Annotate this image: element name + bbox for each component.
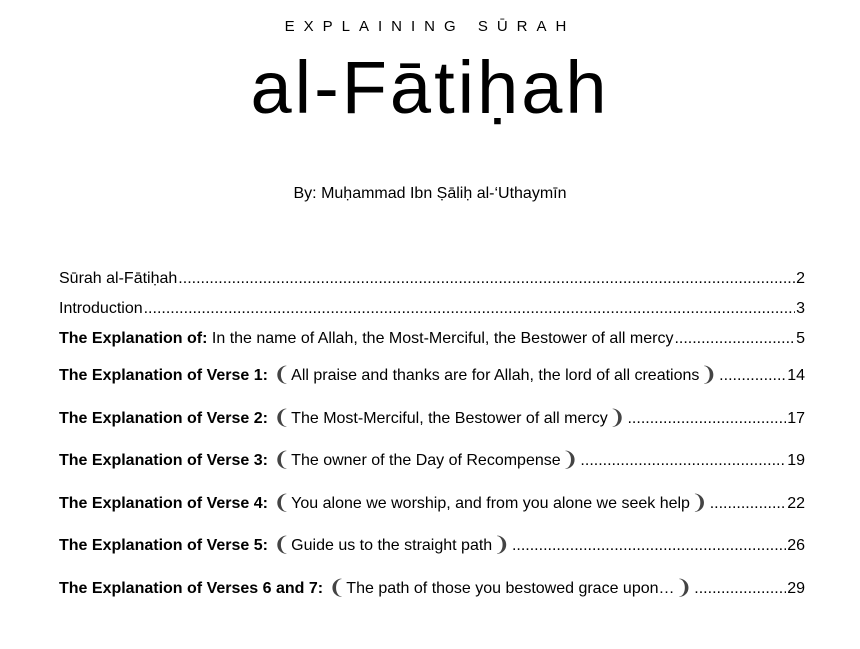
dot-leader <box>719 367 786 385</box>
toc-label <box>59 270 177 288</box>
title-kicker: EXPLAINING SŪRAH <box>284 18 576 35</box>
toc-text: The Most-Merciful, the Bestower of all mercy <box>291 410 608 427</box>
toc-label <box>59 364 718 386</box>
document-title: al-Fātiḥah <box>250 46 610 129</box>
toc-bold-heading: The Explanation of Verse 2: <box>59 410 268 427</box>
toc-text: The owner of the Day of Recompense <box>291 452 561 469</box>
ornate-bracket-close-icon: ❩ <box>675 577 693 599</box>
toc-page-number: 3 <box>796 300 805 317</box>
ornate-bracket-open-icon: ❨ <box>273 364 291 386</box>
toc-text: All praise and thanks are for Allah, the lord of all creations <box>291 367 700 384</box>
toc-entry-verse-5[interactable] <box>59 534 805 556</box>
toc-bold-heading: The Explanation of Verse 1: <box>59 367 268 384</box>
ornate-bracket-close-icon: ❩ <box>561 449 579 471</box>
toc-page-number: 19 <box>787 452 805 469</box>
toc-page-number: 29 <box>787 580 805 597</box>
dot-leader <box>710 495 786 513</box>
ornate-bracket-open-icon: ❨ <box>273 407 291 429</box>
toc-text: You alone we worship, and from you alone we seek help <box>291 495 690 512</box>
ornate-bracket-close-icon: ❩ <box>608 407 626 429</box>
ornate-bracket-close-icon: ❩ <box>690 492 708 514</box>
toc-label <box>59 449 579 471</box>
dot-leader <box>178 270 795 288</box>
toc-entry-verse-2[interactable] <box>59 407 805 429</box>
toc-label <box>59 407 626 429</box>
toc-label <box>59 300 143 318</box>
author-byline: By: Muḥammad Ibn Ṣāliḥ al-‘Uthaymīn <box>293 185 567 202</box>
ornate-bracket-open-icon: ❨ <box>328 577 346 599</box>
toc-page-number: 22 <box>787 495 805 512</box>
toc-page-number: 14 <box>787 367 805 384</box>
toc-bold-heading: The Explanation of Verse 3: <box>59 452 268 469</box>
toc-text: Guide us to the straight path <box>291 537 493 554</box>
toc-page-number: 17 <box>787 410 805 427</box>
ornate-bracket-close-icon: ❩ <box>493 534 510 556</box>
toc-text: In the name of Allah, the Most-Merciful, the Bestower of all mercy <box>211 330 674 347</box>
toc-entry-introduction[interactable] <box>59 300 805 318</box>
toc-label <box>59 534 511 556</box>
dot-leader <box>144 300 795 318</box>
toc-label <box>59 492 709 514</box>
toc-bold-heading: The Explanation of: <box>59 330 208 347</box>
toc-entry-basmalah[interactable] <box>59 330 805 348</box>
toc-text: Introduction <box>59 300 143 317</box>
toc-text: Sūrah al-Fātiḥah <box>59 270 178 287</box>
dot-leader <box>580 452 786 470</box>
toc-entry-verse-3[interactable] <box>59 449 805 471</box>
ornate-bracket-open-icon: ❨ <box>273 534 291 556</box>
toc-bold-heading: The Explanation of Verse 5: <box>59 537 268 554</box>
ornate-bracket-open-icon: ❨ <box>273 449 291 471</box>
dot-leader <box>694 580 786 598</box>
dot-leader <box>512 537 786 555</box>
toc-page-number: 26 <box>787 537 805 554</box>
toc-entry-verse-4[interactable] <box>59 492 805 514</box>
toc-label <box>59 577 693 599</box>
toc-bold-heading: The Explanation of Verses 6 and 7: <box>59 580 324 597</box>
dot-leader <box>674 330 795 348</box>
toc-entry-verses-6-7[interactable] <box>59 577 805 599</box>
toc-entry-verse-1[interactable] <box>59 364 805 386</box>
toc-text: The path of those you bestowed grace upon… <box>346 580 675 597</box>
ornate-bracket-open-icon: ❨ <box>273 492 291 514</box>
toc-entry-surah[interactable] <box>59 270 805 288</box>
toc-label <box>59 330 673 348</box>
dot-leader <box>627 410 786 428</box>
toc-page-number: 5 <box>796 330 805 347</box>
ornate-bracket-close-icon: ❩ <box>700 364 718 386</box>
toc-bold-heading: The Explanation of Verse 4: <box>59 495 268 512</box>
toc-page-number: 2 <box>796 270 805 287</box>
